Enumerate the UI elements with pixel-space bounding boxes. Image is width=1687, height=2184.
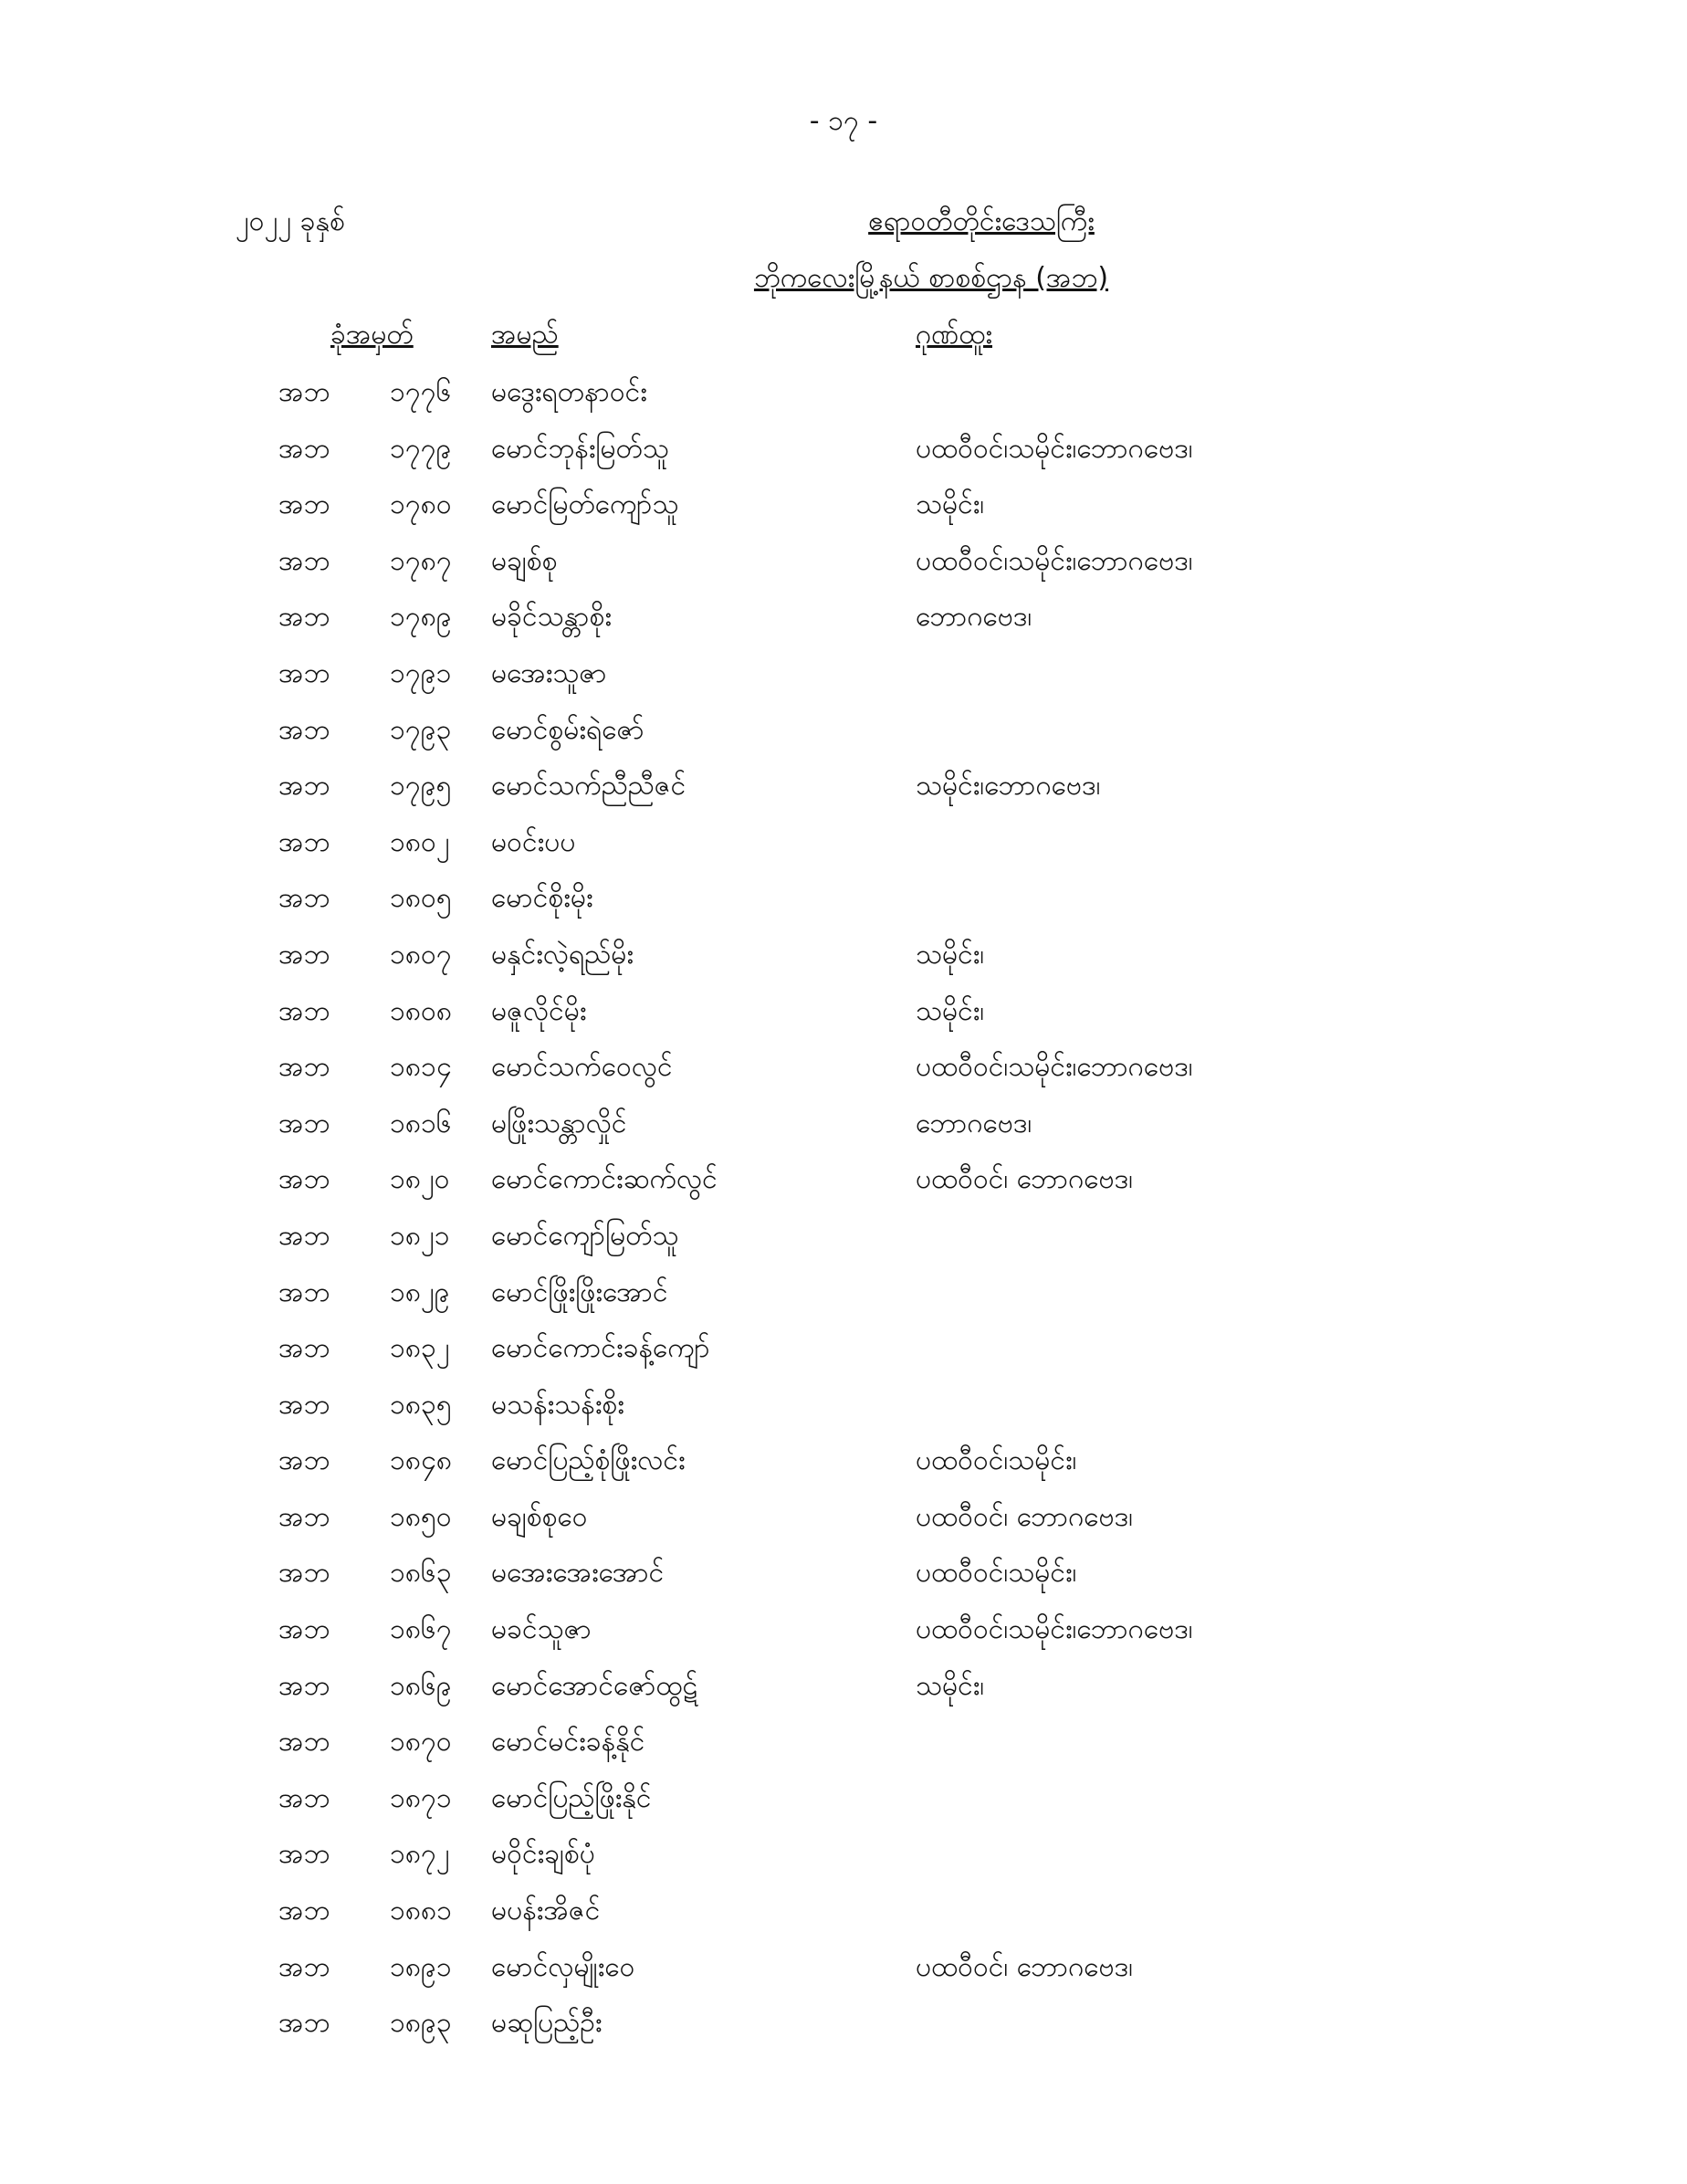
list-item [0, 1216, 1687, 1273]
header-name: အမည် [491, 319, 559, 351]
center-code: အဘ [278, 1107, 330, 1139]
list-item [0, 1891, 1687, 1948]
roll-number: ၁၇၈၇ [390, 544, 452, 577]
list-item [0, 1497, 1687, 1554]
student-name: မအေးသူဇာ [491, 656, 607, 689]
student-name: မောင်ကျော်မြတ်သူ [491, 1219, 679, 1252]
exam-center-title: ဘိုကလေးမြို့နယ် စာစစ်ဌာန (အဘ) [753, 262, 1109, 294]
roll-number: ၁၈၉၃ [390, 2007, 452, 2040]
list-item [0, 2003, 1687, 2060]
student-name: မောင်မင်းခန့်နိုင် [491, 1726, 645, 1759]
list-item [0, 373, 1687, 429]
center-code: အဘ [278, 1500, 330, 1533]
center-code: အဘ [278, 1163, 330, 1196]
center-code: အဘ [278, 544, 330, 577]
center-code: အဘ [278, 488, 330, 521]
distinctions: သမိုင်း၊ [916, 994, 985, 1027]
center-code: အဘ [278, 1388, 330, 1421]
student-name: မောင်မြတ်ကျော်သူ [491, 488, 679, 521]
distinctions: ပထဝီဝင်၊ ဘောဂဗေဒ၊ [916, 1163, 1134, 1196]
center-code: အဘ [278, 601, 330, 634]
distinctions: ပထဝီဝင်၊သမိုင်း၊ဘောဂဗေဒ၊ [916, 1051, 1193, 1084]
student-name: မချစ်စု [491, 544, 558, 577]
roll-number: ၁၈၈၁ [390, 1895, 453, 1927]
student-name: မောင်သက်ညီညီဇင် [491, 770, 686, 803]
list-item [0, 485, 1687, 541]
list-item [0, 654, 1687, 710]
student-name: မအေးအေးအောင် [491, 1557, 665, 1590]
roll-number: ၁၈၇၂ [390, 1838, 450, 1871]
center-code: အဘ [278, 1332, 330, 1365]
distinctions: ပထဝီဝင်၊သမိုင်း၊ [916, 1557, 1077, 1590]
student-name: မဝင်းပပ [491, 825, 576, 858]
roll-number: ၁၇၇၉ [390, 432, 452, 465]
student-name: မောင်စိုးမိုး [491, 882, 593, 915]
student-name: မောင်အောင်ဇော်ထွဋ် [491, 1669, 698, 1702]
center-code: အဘ [278, 1613, 330, 1646]
roll-number: ၁၈၄၈ [390, 1444, 453, 1477]
center-code: အဘ [278, 656, 330, 689]
page-number: - ၁၇ - [809, 105, 878, 137]
roll-number: ၁၇၇၆ [390, 376, 452, 408]
student-name: မောင်ဖြိုးဖြိုးအောင် [491, 1276, 668, 1308]
roll-number: ၁၈၇၁ [390, 1781, 452, 1814]
roll-number: ၁၈၀၈ [390, 994, 453, 1027]
center-code: အဘ [278, 1726, 330, 1759]
student-name: မောင်ပြည့်ဖြိုးနိုင် [491, 1781, 652, 1814]
center-code: အဘ [278, 1669, 330, 1702]
list-item [0, 1104, 1687, 1160]
roll-number: ၁၇၈၀ [390, 488, 452, 521]
list-item [0, 1834, 1687, 1891]
roll-number: ၁၈၃၅ [390, 1388, 452, 1421]
center-code: အဘ [278, 938, 330, 971]
distinctions: သမိုင်း၊ဘောဂဗေဒ၊ [916, 770, 1101, 803]
center-code: အဘ [278, 1051, 330, 1084]
distinctions: ပထဝီဝင်၊သမိုင်း၊ဘောဂဗေဒ၊ [916, 544, 1193, 577]
roll-number: ၁၇၉၁ [390, 656, 452, 689]
center-code: အဘ [278, 1219, 330, 1252]
center-code: အဘ [278, 1444, 330, 1477]
center-code: အဘ [278, 1781, 330, 1814]
student-name: မောင်ဘုန်းမြတ်သူ [491, 432, 669, 465]
distinctions: ပထဝီဝင်၊သမိုင်း၊ဘောဂဗေဒ၊ [916, 1613, 1193, 1646]
center-code: အဘ [278, 1557, 330, 1590]
roll-number: ၁၈၂၁ [390, 1219, 450, 1252]
header-roll-number: ခုံအမှတ် [330, 319, 414, 351]
center-code: အဘ [278, 2007, 330, 2040]
distinctions: သမိုင်း၊ [916, 1669, 985, 1702]
center-code: အဘ [278, 713, 330, 746]
student-name: မောင်လှမျိုးဝေ [491, 1950, 635, 1983]
roll-number: ၁၈၆၇ [390, 1613, 452, 1646]
center-code: အဘ [278, 432, 330, 465]
center-code: အဘ [278, 1838, 330, 1871]
list-item [0, 1722, 1687, 1779]
list-item [0, 541, 1687, 598]
roll-number: ၁၈၁၄ [390, 1051, 452, 1084]
list-item [0, 878, 1687, 935]
student-name: မခိုင်သန္တာစိုး [491, 601, 612, 634]
list-item [0, 1160, 1687, 1216]
roll-number: ၁၈၁၆ [390, 1107, 452, 1139]
list-item [0, 1779, 1687, 1835]
roll-number: ၁၇၉၅ [390, 770, 452, 803]
roll-number: ၁၈၆၃ [390, 1557, 452, 1590]
list-item [0, 1273, 1687, 1329]
list-item [0, 1328, 1687, 1385]
student-name: မခင်သူဇာ [491, 1613, 592, 1646]
distinctions: သမိုင်း၊ [916, 488, 985, 521]
list-item [0, 1666, 1687, 1723]
student-name: မချစ်စုဝေ [491, 1500, 588, 1533]
list-item [0, 1441, 1687, 1497]
student-name: မဝိုင်းချစ်ပုံ [491, 1838, 595, 1871]
distinctions: ပထဝီဝင်၊သမိုင်း၊ [916, 1444, 1077, 1477]
list-item [0, 1047, 1687, 1104]
roll-number: ၁၇၈၉ [390, 601, 452, 634]
student-name: မသန်းသန်းစိုး [491, 1388, 624, 1421]
roll-number: ၁၈၀၅ [390, 882, 452, 915]
roll-number: ၁၈၅၀ [390, 1500, 452, 1533]
student-name: မောင်သက်ဝေလွင် [491, 1051, 673, 1084]
student-name: မဆုပြည့်ဦး [491, 2007, 602, 2040]
student-name: မောင်ကောင်းဆက်လွင် [491, 1163, 718, 1196]
results-list [0, 373, 1687, 2060]
roll-number: ၁၈၂၉ [390, 1276, 450, 1308]
student-name: မဇူလိုင်မိုး [491, 994, 587, 1027]
roll-number: ၁၈၆၉ [390, 1669, 452, 1702]
list-item [0, 429, 1687, 486]
student-name: မောင်ပြည့်စုံဖြိုးလင်း [491, 1444, 686, 1477]
student-name: မောင်ကောင်းခန့်ကျော် [491, 1332, 710, 1365]
distinctions: ပထဝီဝင်၊ ဘောဂဗေဒ၊ [916, 1500, 1134, 1533]
center-code: အဘ [278, 770, 330, 803]
list-item [0, 935, 1687, 992]
center-code: အဘ [278, 825, 330, 858]
region-title: ဧရာဝတီတိုင်းဒေသကြီး [868, 205, 1095, 237]
roll-number: ၁၈၀၂ [390, 825, 450, 858]
center-code: အဘ [278, 1276, 330, 1308]
center-code: အဘ [278, 882, 330, 915]
center-code: အဘ [278, 994, 330, 1027]
student-name: မနှင်းလဲ့ရည်မိုး [491, 938, 634, 971]
list-item [0, 823, 1687, 879]
student-name: မောင်စွမ်းရဲဇော် [491, 713, 644, 746]
header-distinction: ဂုဏ်ထူး [916, 319, 992, 351]
student-name: မဒွေးရတနာဝင်း [491, 376, 647, 408]
center-code: အဘ [278, 1950, 330, 1983]
list-item [0, 1553, 1687, 1610]
year-label: ၂၀၂၂ ခုနှစ် [236, 205, 345, 237]
list-item [0, 710, 1687, 767]
roll-number: ၁၈၀၇ [390, 938, 452, 971]
roll-number: ၁၈၃၂ [390, 1332, 450, 1365]
distinctions: ဘောဂဗေဒ၊ [916, 1107, 1032, 1139]
roll-number: ၁၇၉၃ [390, 713, 452, 746]
distinctions: ပထဝီဝင်၊ ဘောဂဗေဒ၊ [916, 1950, 1134, 1983]
roll-number: ၁၈၉၁ [390, 1950, 452, 1983]
list-item [0, 1610, 1687, 1666]
list-item [0, 1948, 1687, 2004]
roll-number: ၁၈၂၀ [390, 1163, 450, 1196]
distinctions: ဘောဂဗေဒ၊ [916, 601, 1032, 634]
list-item [0, 992, 1687, 1048]
student-name: မပန်းအိဇင် [491, 1895, 601, 1927]
list-item [0, 1385, 1687, 1442]
distinctions: သမိုင်း၊ [916, 938, 985, 971]
list-item [0, 597, 1687, 654]
center-code: အဘ [278, 376, 330, 408]
list-item [0, 766, 1687, 823]
student-name: မဖြိုးသန္တာလှိုင် [491, 1107, 627, 1139]
distinctions: ပထဝီဝင်၊သမိုင်း၊ဘောဂဗေဒ၊ [916, 432, 1193, 465]
center-code: အဘ [278, 1895, 330, 1927]
roll-number: ၁၈၇၀ [390, 1726, 452, 1759]
